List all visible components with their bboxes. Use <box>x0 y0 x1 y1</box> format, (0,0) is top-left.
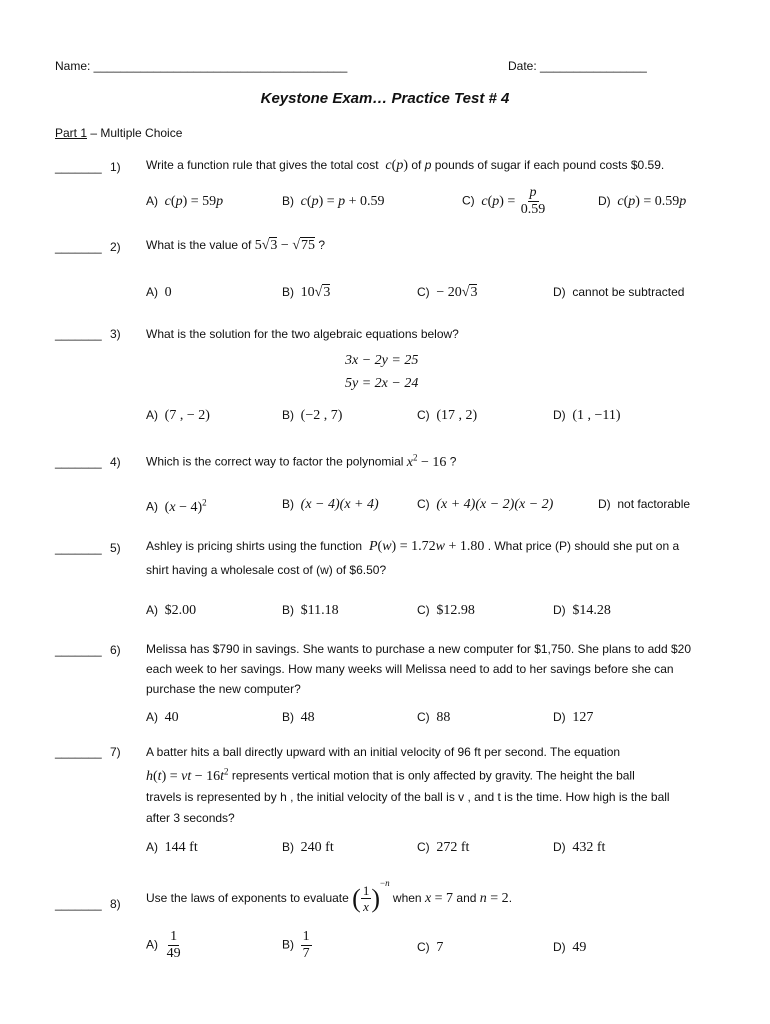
question-number: 7) <box>110 745 121 759</box>
question-number: 4) <box>110 455 121 469</box>
option-c[interactable]: C) (17 , 2) <box>417 408 478 423</box>
equation-2: 5y = 2x − 24 <box>345 376 419 391</box>
option-d[interactable]: D) not factorable <box>598 497 691 511</box>
question-number: 5) <box>110 541 121 555</box>
option-b[interactable]: B) $11.18 <box>282 603 339 618</box>
option-b[interactable]: B) 48 <box>282 710 315 725</box>
question-text: Write a function rule that gives the total cost c(p) of p pounds of sugar if each pound costs $0.59. <box>146 158 665 173</box>
option-d[interactable]: D) 127 <box>553 710 594 725</box>
answer-blank[interactable]: _______ <box>55 327 102 341</box>
option-b[interactable]: B) 240 ft <box>282 840 334 855</box>
question-number: 1) <box>110 160 121 174</box>
answer-blank[interactable]: _______ <box>55 240 102 254</box>
question-number: 3) <box>110 327 121 341</box>
option-b[interactable]: B) (x − 4)(x + 4) <box>282 497 379 512</box>
option-d[interactable]: D) 432 ft <box>553 840 606 855</box>
question-text: What is the value of 5√3 − √75 ? <box>146 238 326 253</box>
option-a[interactable]: A) 144 ft <box>146 840 198 855</box>
option-b[interactable]: B) $\frac{1}{7}$ <box>282 929 310 961</box>
answer-blank[interactable]: _______ <box>55 897 102 911</box>
option-c[interactable]: C) (x + 4)(x − 2)(x − 2) <box>417 497 554 512</box>
question-text: What is the solution for the two algebraic equations below? <box>146 327 459 341</box>
option-d[interactable]: D) cannot be subtracted <box>553 285 685 299</box>
option-b[interactable]: B) (−2 , 7) <box>282 408 343 423</box>
date-field[interactable]: Date: ________________ <box>508 59 647 73</box>
question-text: Which is the correct way to factor the polynomial $x^2 - 16$ ? <box>146 452 457 470</box>
question-number: 2) <box>110 240 121 254</box>
option-c[interactable]: C) 7 <box>417 940 444 955</box>
question-text-line-2: h(t) = vt − $16t^2$ represents vertical motion that is only affected by gravity. The height the ball <box>146 766 635 784</box>
question-text-line-2: shirt having a wholesale cost of (w) of $6.50? <box>146 563 387 577</box>
part-heading: Part 1 – Multiple Choice <box>55 126 183 140</box>
option-a[interactable]: A) $\frac{1}{49}$ <box>146 929 181 961</box>
option-a[interactable]: A) 0 <box>146 285 172 300</box>
option-c[interactable]: C) 272 ft <box>417 840 470 855</box>
question-text-line-3: travels is represented by h , the initial velocity of the ball is v , and t is the time. How high is the ball <box>146 790 670 804</box>
option-d[interactable]: D) c(p) = 0.59p <box>598 194 687 209</box>
name-field[interactable]: Name: ______________________________________ <box>55 59 348 73</box>
question-text-line-1: Ashley is pricing shirts using the function P(w) = 1.72w + 1.80 . What price (P) should she put on a <box>146 539 680 554</box>
equation-1: 3x − 2y = 25 <box>345 353 419 368</box>
answer-blank[interactable]: _______ <box>55 643 102 657</box>
option-a[interactable]: A) $(x - 4)^2$ <box>146 497 207 515</box>
option-a[interactable]: A) (7 , − 2) <box>146 408 210 423</box>
option-d[interactable]: D) 49 <box>553 940 587 955</box>
answer-blank[interactable]: _______ <box>55 160 102 174</box>
option-b[interactable]: B) 10√3 <box>282 285 331 300</box>
option-d[interactable]: D) (1 , −11) <box>553 408 621 423</box>
page-title: Keystone Exam… Practice Test # 4 <box>260 90 510 107</box>
option-c[interactable]: C) $12.98 <box>417 603 475 618</box>
option-b[interactable]: B) c(p) = p + 0.59 <box>282 194 385 209</box>
question-number: 6) <box>110 643 121 657</box>
question-text-line-1: A batter hits a ball directly upward with an initial velocity of 96 ft per second. The equation <box>146 745 621 759</box>
question-text: Melissa has $790 in savings. She wants to purchase a new computer for $1,750. She plans to add $20 each week to her savings. How many weeks will Melissa need to add to her savings before she can purchase the new computer? <box>146 642 692 696</box>
question-text: Use the laws of exponents to evaluate ( $\frac{1}{x}$ )$^{-n}$ when x = 7 and n = 2. <box>146 878 513 915</box>
question-text-line-4: after 3 seconds? <box>146 811 235 825</box>
answer-blank[interactable]: _______ <box>55 745 102 759</box>
question-number: 8) <box>110 897 121 911</box>
option-c[interactable]: C) − 20√3 <box>417 285 478 300</box>
answer-blank[interactable]: _______ <box>55 455 102 469</box>
option-c[interactable]: C) 88 <box>417 710 451 725</box>
option-d[interactable]: D) $14.28 <box>553 603 611 618</box>
option-a[interactable]: A) c(p) = 59p <box>146 194 224 209</box>
answer-blank[interactable]: _______ <box>55 541 102 555</box>
option-a[interactable]: A) $2.00 <box>146 603 197 618</box>
option-a[interactable]: A) 40 <box>146 710 179 725</box>
option-c[interactable]: C) c(p) = $\frac{p}{0.59}$ <box>462 185 546 217</box>
